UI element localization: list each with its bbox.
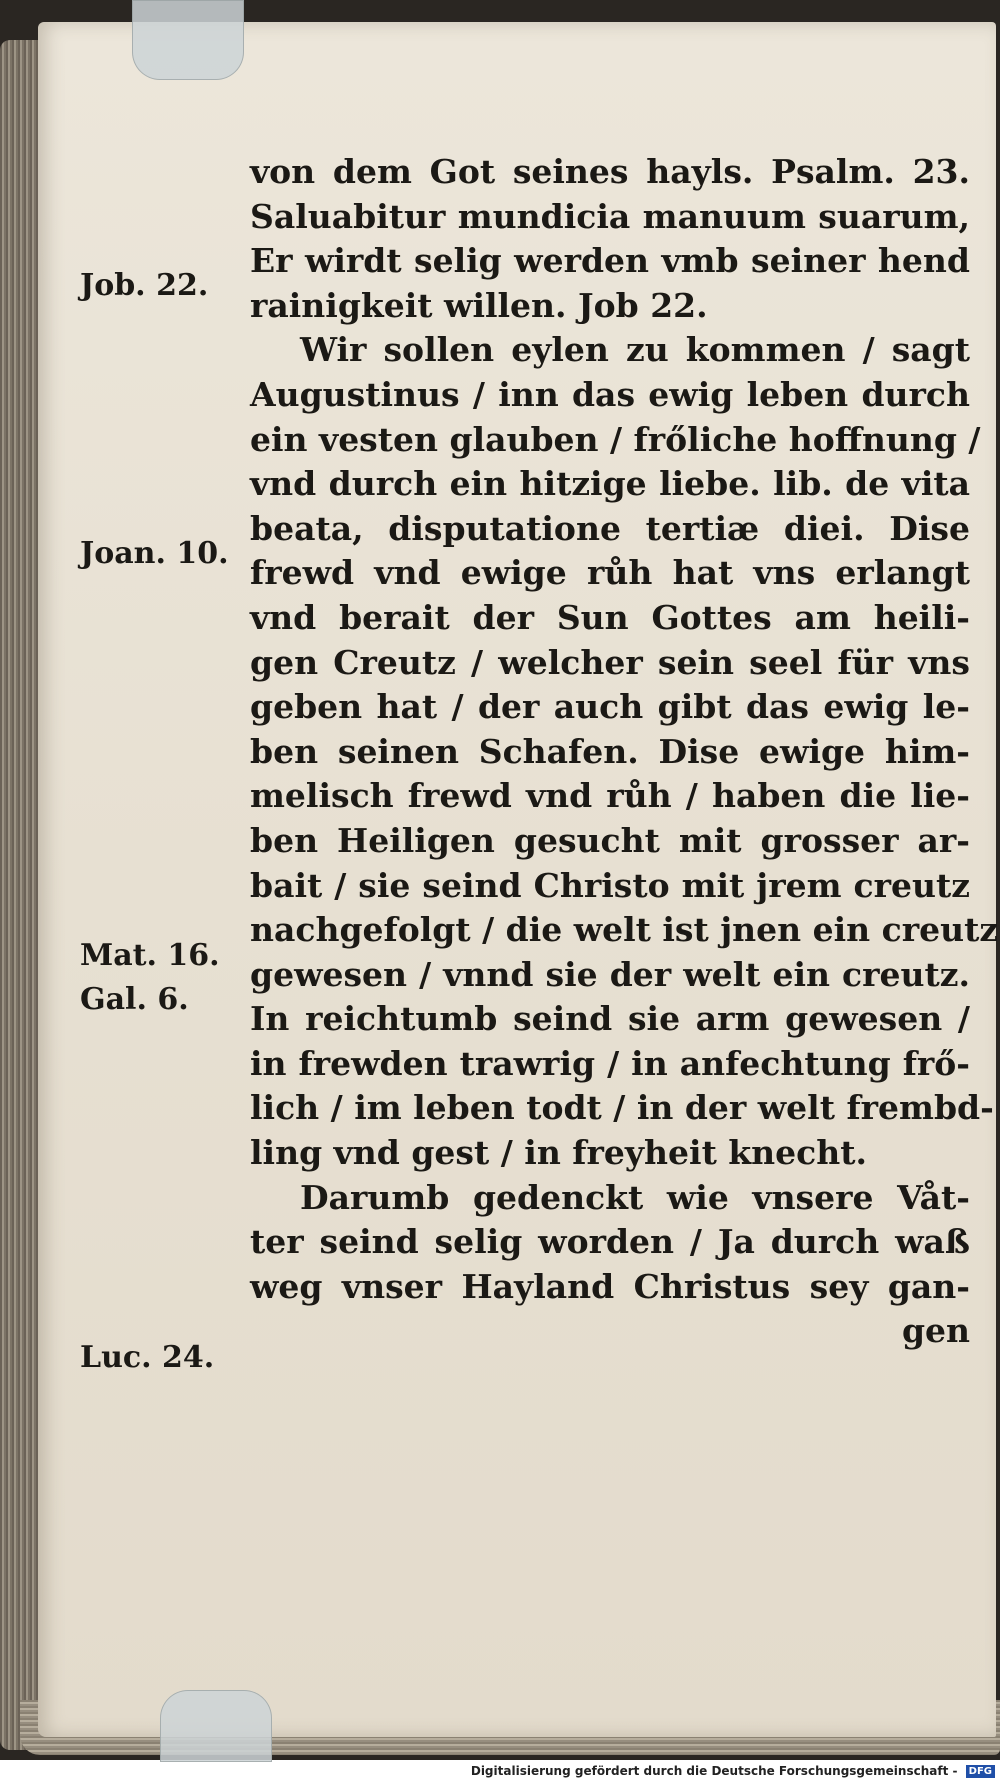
marginal-note: Job. 22.	[80, 268, 209, 303]
marginal-note: Luc. 24.	[80, 1340, 215, 1375]
text-line: ter seind selig worden / Ja durch waß	[250, 1222, 970, 1262]
text-line: von dem Got seines hayls. Psalm. 23.	[250, 152, 970, 191]
text-line: ben Heiligen gesucht mit grosser ar-	[250, 820, 970, 860]
text-line: In reichtumb seind sie arm gewesen /	[250, 999, 970, 1039]
text-line: rainigkeit willen. Job 22.	[250, 285, 708, 325]
digitization-footer	[0, 1762, 995, 1781]
text-line: weg vnser Hayland Christus sey gan-	[250, 1266, 970, 1306]
book-clip-top	[132, 0, 244, 80]
marginal-note: Joan. 10.	[80, 536, 229, 571]
text-line: Darumb gedenckt wie vnsere Våt-	[300, 1177, 970, 1217]
text-line: in frewden trawrig / in anfechtung frő-	[250, 1043, 970, 1083]
text-line: gewesen / vnnd sie der welt ein creutz.	[250, 954, 970, 994]
text-line: ein vesten glauben / frőliche hoffnung /	[250, 419, 981, 459]
text-line: bait / sie seind Christo mit jrem creutz	[250, 865, 970, 905]
text-line: gen Creutz / welcher sein seel für vns	[250, 642, 970, 682]
text-line: vnd berait der Sun Gottes am heili-	[250, 597, 970, 637]
text-line: melisch frewd vnd růh / haben die lie-	[250, 776, 970, 816]
text-line: nachgefolgt / die welt ist jnen ein creutz	[250, 910, 999, 950]
text-line: Augustinus / inn das ewig leben durch	[250, 374, 970, 414]
text-line: Wir sollen eylen zu kommen / sagt	[300, 330, 970, 370]
marginal-note: Mat. 16.	[80, 938, 220, 973]
text-line: geben hat / der auch gibt das ewig le-	[250, 687, 970, 727]
book-clip-bottom	[160, 1690, 272, 1762]
marginal-note: Gal. 6.	[80, 982, 189, 1017]
text-line: vnd durch ein hitzige liebe. lib. de vita	[250, 464, 970, 504]
text-line: lich / im leben todt / in der welt frembd-	[250, 1088, 994, 1128]
footer-text: Digitalisierung gefördert durch die Deutsche Forschungsgemeinschaft -	[470, 1764, 958, 1778]
text-line: ben seinen Schafen. Dise ewige him-	[250, 731, 970, 771]
text-line: Er wirdt selig werden vmb seiner hend	[250, 241, 970, 281]
catchword: gen	[901, 1311, 970, 1351]
text-line: frewd vnd ewige růh hat vns erlangt	[250, 553, 970, 593]
dfg-logo: DFG	[966, 1765, 995, 1778]
main-text	[250, 150, 999, 1354]
text-line: beata, disputatione tertiæ diei. Dise	[250, 508, 970, 548]
text-line: ling vnd gest / in freyheit knecht.	[250, 1133, 867, 1173]
text-line: Saluabitur mundicia manuum suarum,	[250, 196, 970, 236]
